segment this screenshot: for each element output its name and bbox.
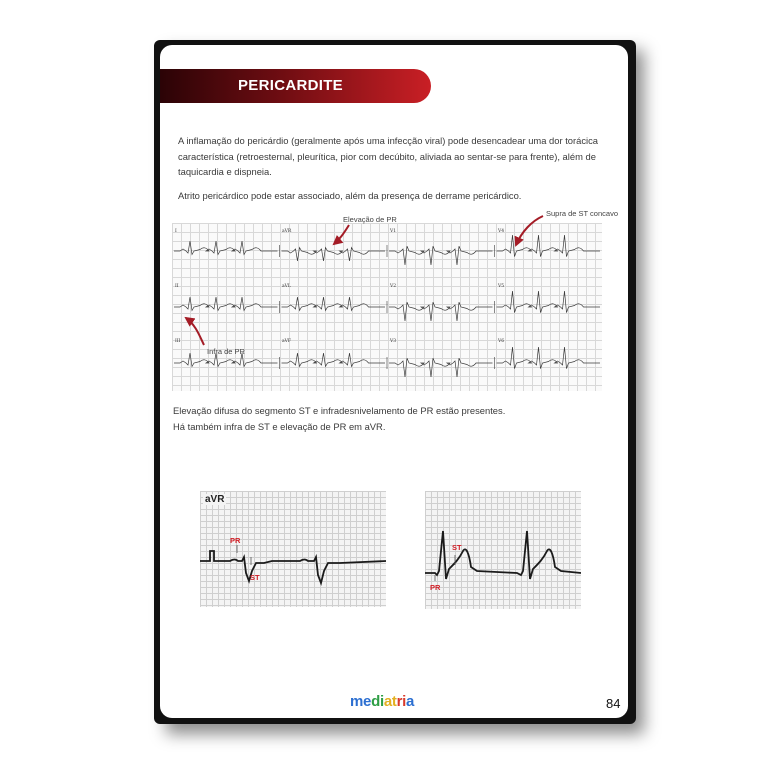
lead-label-avf: aVF — [282, 339, 292, 344]
pr-elevation-arrow — [334, 225, 349, 244]
mediatria-logo — [350, 693, 414, 710]
pr-depression-annotation: Infra de PR — [207, 347, 245, 356]
st-elevation-strip — [425, 491, 581, 609]
lead-label-v2: V2 — [390, 284, 397, 289]
lead-label-iii: III — [175, 339, 181, 344]
page-number: 84 — [606, 696, 621, 711]
findings-line-2: Há também infra de ST e elevação de PR em aVR. — [173, 420, 386, 432]
lead-label-avl: aVL — [282, 284, 291, 289]
findings-paragraph — [173, 403, 613, 434]
st-concave-arrow — [516, 216, 543, 245]
logo-letter: d — [371, 693, 380, 710]
friction-paragraph: Atrito pericárdico pode estar associado, além da presença de derrame pericárdico. — [178, 190, 522, 201]
logo-letter: a — [406, 693, 415, 710]
document-page — [160, 45, 628, 718]
st-strip-st-label: ST — [452, 543, 462, 552]
avr-lead-label: aVR — [205, 494, 225, 505]
lead-label-v4: V4 — [498, 229, 505, 234]
logo-letter: t — [391, 693, 397, 710]
avr-strip — [200, 491, 386, 607]
logo-letter: r — [396, 693, 403, 710]
avr-st-label: ST — [250, 573, 260, 582]
findings-line-1: Elevação difusa do segmento ST e infradesnivelamento de PR estão presentes. — [173, 405, 506, 416]
lead-label-ii: II — [175, 284, 179, 289]
logo-letter: a — [383, 693, 392, 710]
logo-letter: i — [402, 693, 407, 710]
page-title: PERICARDITE — [238, 77, 343, 94]
lead-label-v3: V3 — [390, 339, 397, 344]
lead-label-v1: V1 — [390, 229, 397, 234]
logo-letter: m — [350, 693, 364, 710]
pr-depression-arrow — [186, 318, 204, 345]
st-elevation-trace — [425, 491, 581, 609]
avr-trace — [200, 491, 386, 607]
st-concave-annotation: Supra de ST concavo — [546, 209, 618, 218]
logo-letter: e — [363, 693, 372, 710]
annotation-arrows — [160, 45, 628, 718]
st-strip-pr-label: PR — [430, 583, 441, 592]
pr-elevation-annotation: Elevação de PR — [343, 215, 397, 224]
lead-label-i: I — [175, 229, 177, 234]
lead-label-avr: aVR — [282, 229, 292, 234]
intro-paragraph: A inflamação do pericárdio (geralmente após uma infecção viral) pode desencadear uma dor torácica característica (retroesternal, pleurítica, pior com decúbito, aliviada ao sentar-se para frente), além de taquicardia e dispneia. — [178, 135, 599, 177]
avr-pr-label: PR — [230, 536, 241, 545]
lead-label-v6: V6 — [498, 339, 505, 344]
lead-label-v5: V5 — [498, 284, 505, 289]
logo-letter: i — [379, 693, 384, 710]
